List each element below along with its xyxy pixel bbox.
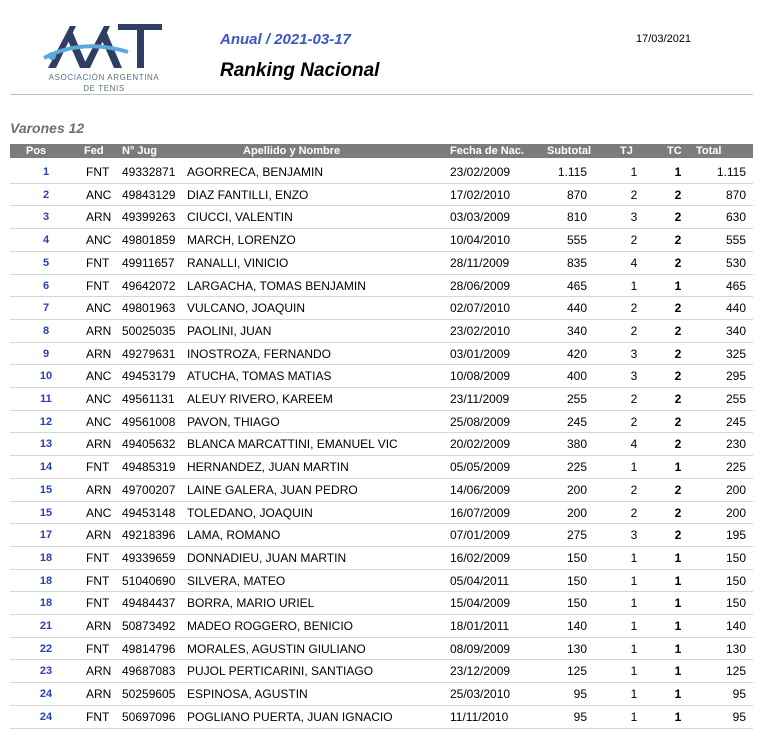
table-row xyxy=(10,432,753,454)
row-subtotal: 150 xyxy=(566,550,587,565)
table-row xyxy=(10,455,753,477)
row-position: 21 xyxy=(39,620,53,632)
row-birth-date: 20/02/2009 xyxy=(450,437,511,452)
row-player-number: 49453148 xyxy=(122,505,176,520)
row-federation: ARN xyxy=(86,323,112,338)
col-subtotal: Subtotal xyxy=(547,145,591,157)
row-tj: 3 xyxy=(630,528,638,543)
row-total: 230 xyxy=(725,437,746,452)
aat-logo xyxy=(34,18,174,98)
row-birth-date: 23/11/2009 xyxy=(450,392,510,406)
row-player-number: 49801859 xyxy=(122,233,176,248)
row-total: 195 xyxy=(725,528,746,543)
row-tc: 2 xyxy=(674,233,682,248)
row-player-name: SILVERA, MATEO xyxy=(187,573,286,588)
row-federation: ANC xyxy=(86,369,112,384)
row-federation: FNT xyxy=(86,641,110,656)
category-title: Varones 12 xyxy=(10,120,85,136)
row-total: 295 xyxy=(725,369,746,384)
report-subtitle: Anual / 2021-03-17 xyxy=(220,31,351,48)
row-player-name: POGLIANO PUERTA, JUAN IGNACIO xyxy=(187,709,393,724)
org-name-line1: ASOCIACIÓN ARGENTINA xyxy=(48,73,160,82)
row-tc: 1 xyxy=(674,687,682,702)
row-player-number: 49339659 xyxy=(122,550,176,565)
row-tj: 2 xyxy=(630,505,638,520)
row-tj: 4 xyxy=(630,255,638,270)
row-total: 200 xyxy=(725,505,746,520)
row-tc: 2 xyxy=(674,301,682,316)
row-tj: 1 xyxy=(630,596,638,611)
row-tj: 2 xyxy=(630,414,638,429)
row-tc: 2 xyxy=(674,392,682,406)
row-position: 2 xyxy=(42,188,50,201)
row-tj: 2 xyxy=(630,392,638,406)
row-player-number: 49405632 xyxy=(122,437,176,452)
row-position: 6 xyxy=(42,279,50,292)
row-position: 12 xyxy=(39,415,53,428)
row-federation: FNT xyxy=(86,709,110,724)
row-birth-date: 25/03/2010 xyxy=(450,687,511,702)
row-tj: 2 xyxy=(630,187,638,202)
row-federation: ARN xyxy=(86,482,112,497)
row-total: 245 xyxy=(725,414,746,429)
col-tj: TJ xyxy=(620,145,633,157)
col-num: N° Jug xyxy=(122,145,157,157)
row-player-name: ESPINOSA, AGUSTIN xyxy=(187,687,308,702)
row-tj: 2 xyxy=(630,301,638,316)
table-row xyxy=(10,251,753,273)
row-birth-date: 10/04/2010 xyxy=(450,233,511,248)
table-row xyxy=(10,682,753,704)
row-subtotal: 555 xyxy=(566,233,587,248)
row-total: 555 xyxy=(725,233,746,248)
row-total: 95 xyxy=(732,709,746,724)
row-birth-date: 23/12/2009 xyxy=(450,664,511,679)
row-player-name: CIUCCI, VALENTIN xyxy=(187,210,293,225)
row-position: 4 xyxy=(42,234,50,247)
row-subtotal: 95 xyxy=(573,687,587,702)
row-player-number: 50025035 xyxy=(122,323,176,338)
row-total: 630 xyxy=(725,210,746,225)
table-row xyxy=(10,569,753,591)
row-player-number: 49453179 xyxy=(122,369,176,384)
row-position: 3 xyxy=(42,211,50,224)
row-position: 9 xyxy=(42,347,50,360)
row-player-name: PAOLINI, JUAN xyxy=(187,323,272,338)
row-player-name: BLANCA MARCATTINI, EMANUEL VIC xyxy=(187,437,398,452)
row-total: 150 xyxy=(725,550,746,565)
row-tj: 2 xyxy=(630,233,638,248)
row-total: 530 xyxy=(725,255,746,270)
row-tc: 2 xyxy=(674,414,682,429)
row-birth-date: 18/01/2011 xyxy=(450,619,510,633)
row-total: 150 xyxy=(725,596,746,611)
row-federation: ARN xyxy=(86,528,112,543)
row-player-number: 49642072 xyxy=(122,278,176,293)
row-birth-date: 05/05/2009 xyxy=(450,460,511,475)
row-birth-date: 14/06/2009 xyxy=(450,482,511,497)
row-federation: ANC xyxy=(86,392,112,406)
row-player-name: LAMA, ROMANO xyxy=(187,528,281,543)
row-tj: 1 xyxy=(630,664,638,679)
row-player-number: 49218396 xyxy=(122,528,176,543)
row-player-number: 49279631 xyxy=(122,346,176,361)
row-total: 150 xyxy=(725,573,746,588)
row-position: 17 xyxy=(39,529,53,542)
row-subtotal: 420 xyxy=(566,346,587,361)
row-federation: FNT xyxy=(86,278,110,293)
row-subtotal: 150 xyxy=(566,596,587,611)
row-federation: FNT xyxy=(86,165,110,179)
table-row xyxy=(10,501,753,523)
table-row xyxy=(10,705,753,727)
row-birth-date: 11/11/2010 xyxy=(450,709,509,724)
report-title: Ranking Nacional xyxy=(220,60,380,81)
row-subtotal: 1.115 xyxy=(557,165,587,179)
row-tj: 1 xyxy=(630,573,638,588)
row-player-number: 49801963 xyxy=(122,301,176,316)
row-birth-date: 16/07/2009 xyxy=(450,505,511,520)
row-position: 18 xyxy=(39,597,53,610)
row-player-number: 49332871 xyxy=(122,165,176,179)
row-player-name: MARCH, LORENZO xyxy=(187,233,296,248)
row-player-name: BORRA, MARIO URIEL xyxy=(187,596,315,611)
table-row xyxy=(10,274,753,296)
row-player-name: TOLEDANO, JOAQUIN xyxy=(187,505,313,520)
row-player-number: 49399263 xyxy=(122,210,176,225)
row-player-name: ATUCHA, TOMAS MATIAS xyxy=(187,369,332,384)
row-subtotal: 340 xyxy=(566,323,587,338)
row-birth-date: 28/06/2009 xyxy=(450,278,511,293)
col-total: Total xyxy=(696,145,722,157)
row-birth-date: 23/02/2010 xyxy=(450,323,511,338)
row-subtotal: 810 xyxy=(566,210,587,225)
row-tc: 2 xyxy=(674,437,682,452)
table-row xyxy=(10,546,753,568)
table-row xyxy=(10,614,753,636)
row-total: 200 xyxy=(725,482,746,497)
row-birth-date: 03/03/2009 xyxy=(450,210,511,225)
aat-logo-mark xyxy=(42,18,166,70)
row-tc: 1 xyxy=(674,619,682,633)
row-position: 22 xyxy=(39,642,53,655)
row-subtotal: 125 xyxy=(566,664,587,679)
row-tj: 1 xyxy=(630,687,638,702)
table-row xyxy=(10,591,753,613)
row-player-number: 49843129 xyxy=(122,187,176,202)
table-row xyxy=(10,410,753,432)
row-subtotal: 400 xyxy=(566,369,587,384)
row-birth-date: 05/04/2011 xyxy=(450,573,510,588)
row-birth-date: 10/08/2009 xyxy=(450,369,511,384)
table-row xyxy=(10,183,753,205)
row-total: 1.115 xyxy=(716,165,746,179)
row-tc: 2 xyxy=(674,346,682,361)
row-federation: ARN xyxy=(86,210,112,225)
row-federation: ARN xyxy=(86,437,112,452)
row-player-number: 51040690 xyxy=(122,573,176,588)
row-player-number: 49485319 xyxy=(122,460,176,475)
row-subtotal: 440 xyxy=(566,301,587,316)
row-tc: 2 xyxy=(674,187,682,202)
row-tj: 1 xyxy=(630,460,638,475)
col-birth: Fecha de Nac. xyxy=(450,145,524,157)
row-birth-date: 28/11/2009 xyxy=(450,255,510,270)
row-subtotal: 255 xyxy=(566,392,587,406)
row-tj: 4 xyxy=(630,437,638,452)
table-row xyxy=(10,296,753,318)
row-subtotal: 465 xyxy=(566,278,587,293)
col-fed: Fed xyxy=(84,145,104,157)
row-position: 18 xyxy=(39,551,53,564)
row-federation: ARN xyxy=(86,619,112,633)
row-divider xyxy=(10,728,753,729)
row-position: 24 xyxy=(39,710,53,723)
row-player-name: RANALLI, VINICIO xyxy=(187,255,289,270)
col-tc: TC xyxy=(667,145,682,157)
row-federation: ANC xyxy=(86,187,112,202)
row-federation: FNT xyxy=(86,460,110,475)
row-tc: 2 xyxy=(674,369,682,384)
row-total: 140 xyxy=(725,619,746,633)
row-tc: 2 xyxy=(674,210,682,225)
header-divider xyxy=(10,94,753,95)
row-position: 13 xyxy=(39,438,53,451)
row-player-number: 49814796 xyxy=(122,641,176,656)
row-subtotal: 245 xyxy=(566,414,587,429)
row-player-number: 50697096 xyxy=(122,709,176,724)
row-tc: 2 xyxy=(674,323,682,338)
report-date: 17/03/2021 xyxy=(636,33,692,45)
row-federation: ANC xyxy=(86,233,112,248)
row-tc: 2 xyxy=(674,505,682,520)
row-tj: 1 xyxy=(630,278,638,293)
row-player-number: 50873492 xyxy=(122,619,176,633)
row-subtotal: 380 xyxy=(566,437,587,452)
row-position: 8 xyxy=(42,324,50,337)
row-federation: ARN xyxy=(86,687,112,702)
row-birth-date: 03/01/2009 xyxy=(450,346,511,361)
row-subtotal: 200 xyxy=(566,482,587,497)
row-subtotal: 130 xyxy=(566,641,587,656)
row-total: 440 xyxy=(725,301,746,316)
row-total: 95 xyxy=(732,687,746,702)
row-position: 7 xyxy=(42,302,50,315)
row-birth-date: 08/09/2009 xyxy=(450,641,511,656)
row-birth-date: 25/08/2009 xyxy=(450,414,511,429)
row-tc: 2 xyxy=(674,528,682,543)
row-player-name: LAINE GALERA, JUAN PEDRO xyxy=(187,482,358,497)
row-position: 23 xyxy=(39,665,53,678)
row-tj: 1 xyxy=(630,619,638,633)
row-player-name: ALEUY RIVERO, KAREEM xyxy=(187,392,333,406)
row-tc: 2 xyxy=(674,482,682,497)
row-federation: FNT xyxy=(86,550,110,565)
row-subtotal: 200 xyxy=(566,505,587,520)
row-player-number: 49561131 xyxy=(122,392,175,406)
row-player-name: MORALES, AGUSTIN GIULIANO xyxy=(187,641,366,656)
col-name: Apellido y Nombre xyxy=(243,145,341,157)
row-player-number: 49687083 xyxy=(122,664,176,679)
org-name-line2: DE TENIS xyxy=(83,84,125,93)
row-federation: ANC xyxy=(86,301,112,316)
row-player-name: DIAZ FANTILLI, ENZO xyxy=(187,187,309,202)
row-total: 255 xyxy=(725,392,746,406)
row-position: 15 xyxy=(39,506,53,519)
table-row xyxy=(10,659,753,681)
table-row xyxy=(10,523,753,545)
row-total: 870 xyxy=(725,187,746,202)
row-birth-date: 02/07/2010 xyxy=(450,301,511,316)
row-position: 18 xyxy=(39,574,53,587)
row-tj: 1 xyxy=(630,641,638,656)
row-tc: 1 xyxy=(674,596,682,611)
row-position: 15 xyxy=(39,483,53,496)
table-row xyxy=(10,342,753,364)
row-position: 24 xyxy=(39,688,53,701)
row-federation: FNT xyxy=(86,255,110,270)
row-birth-date: 17/02/2010 xyxy=(450,187,511,202)
row-tj: 3 xyxy=(630,210,638,225)
row-player-number: 50259605 xyxy=(122,687,176,702)
row-tc: 1 xyxy=(674,550,682,565)
row-player-name: MADEO ROGGERO, BENICIO xyxy=(187,619,354,633)
row-tc: 1 xyxy=(674,641,682,656)
row-subtotal: 95 xyxy=(573,709,587,724)
row-total: 225 xyxy=(725,460,746,475)
row-subtotal: 140 xyxy=(566,619,587,633)
row-tj: 1 xyxy=(630,550,638,565)
row-tj: 1 xyxy=(630,165,638,179)
row-tc: 1 xyxy=(674,573,682,588)
row-subtotal: 835 xyxy=(566,255,587,270)
row-tj: 3 xyxy=(630,346,638,361)
col-pos: Pos xyxy=(26,145,47,157)
row-player-number: 49700207 xyxy=(122,482,176,497)
table-header xyxy=(10,144,753,158)
row-tc: 1 xyxy=(674,165,682,179)
row-subtotal: 870 xyxy=(566,187,587,202)
row-player-name: PAVON, THIAGO xyxy=(187,414,280,429)
row-player-name: INOSTROZA, FERNANDO xyxy=(187,346,332,361)
row-tc: 1 xyxy=(674,664,682,679)
row-total: 465 xyxy=(725,278,746,293)
row-tj: 2 xyxy=(630,323,638,338)
row-player-number: 49484437 xyxy=(122,596,176,611)
table-row xyxy=(10,387,753,409)
row-total: 130 xyxy=(725,641,746,656)
row-position: 5 xyxy=(42,256,50,269)
table-row xyxy=(10,637,753,659)
table-row xyxy=(10,478,753,500)
row-player-name: AGORRECA, BENJAMIN xyxy=(187,165,324,179)
row-total: 125 xyxy=(725,664,746,679)
table-row xyxy=(10,228,753,250)
row-federation: ARN xyxy=(86,346,112,361)
row-federation: ARN xyxy=(86,664,112,679)
row-position: 14 xyxy=(39,461,53,474)
table-row xyxy=(10,160,753,182)
row-player-name: HERNANDEZ, JUAN MARTIN xyxy=(187,460,349,475)
row-player-name: VULCANO, JOAQUIN xyxy=(187,301,306,316)
row-birth-date: 15/04/2009 xyxy=(450,596,511,611)
row-federation: FNT xyxy=(86,573,110,588)
row-player-name: PUJOL PERTICARINI, SANTIAGO xyxy=(187,664,374,679)
table-row xyxy=(10,364,753,386)
row-total: 340 xyxy=(725,323,746,338)
row-player-number: 49561008 xyxy=(122,414,176,429)
row-position: 10 xyxy=(39,370,53,383)
row-tc: 2 xyxy=(674,255,682,270)
row-tc: 1 xyxy=(674,709,682,724)
row-subtotal: 275 xyxy=(566,528,587,543)
row-tc: 1 xyxy=(674,278,682,293)
row-birth-date: 07/01/2009 xyxy=(450,528,511,543)
row-federation: ANC xyxy=(86,505,112,520)
table-row xyxy=(10,205,753,227)
row-birth-date: 23/02/2009 xyxy=(450,165,511,179)
row-player-number: 49911657 xyxy=(122,255,175,270)
row-total: 325 xyxy=(725,346,746,361)
row-subtotal: 150 xyxy=(566,573,587,588)
row-player-name: DONNADIEU, JUAN MARTIN xyxy=(187,550,347,565)
table-row xyxy=(10,319,753,341)
row-tc: 1 xyxy=(674,460,682,475)
row-tj: 2 xyxy=(630,482,638,497)
row-tj: 3 xyxy=(630,369,638,384)
row-position: 11 xyxy=(40,393,52,405)
row-tj: 1 xyxy=(630,709,638,724)
row-position: 1 xyxy=(42,166,50,178)
row-federation: ANC xyxy=(86,414,112,429)
row-birth-date: 16/02/2009 xyxy=(450,550,511,565)
row-player-name: LARGACHA, TOMAS BENJAMIN xyxy=(187,278,366,293)
row-federation: FNT xyxy=(86,596,110,611)
row-subtotal: 225 xyxy=(566,460,587,475)
